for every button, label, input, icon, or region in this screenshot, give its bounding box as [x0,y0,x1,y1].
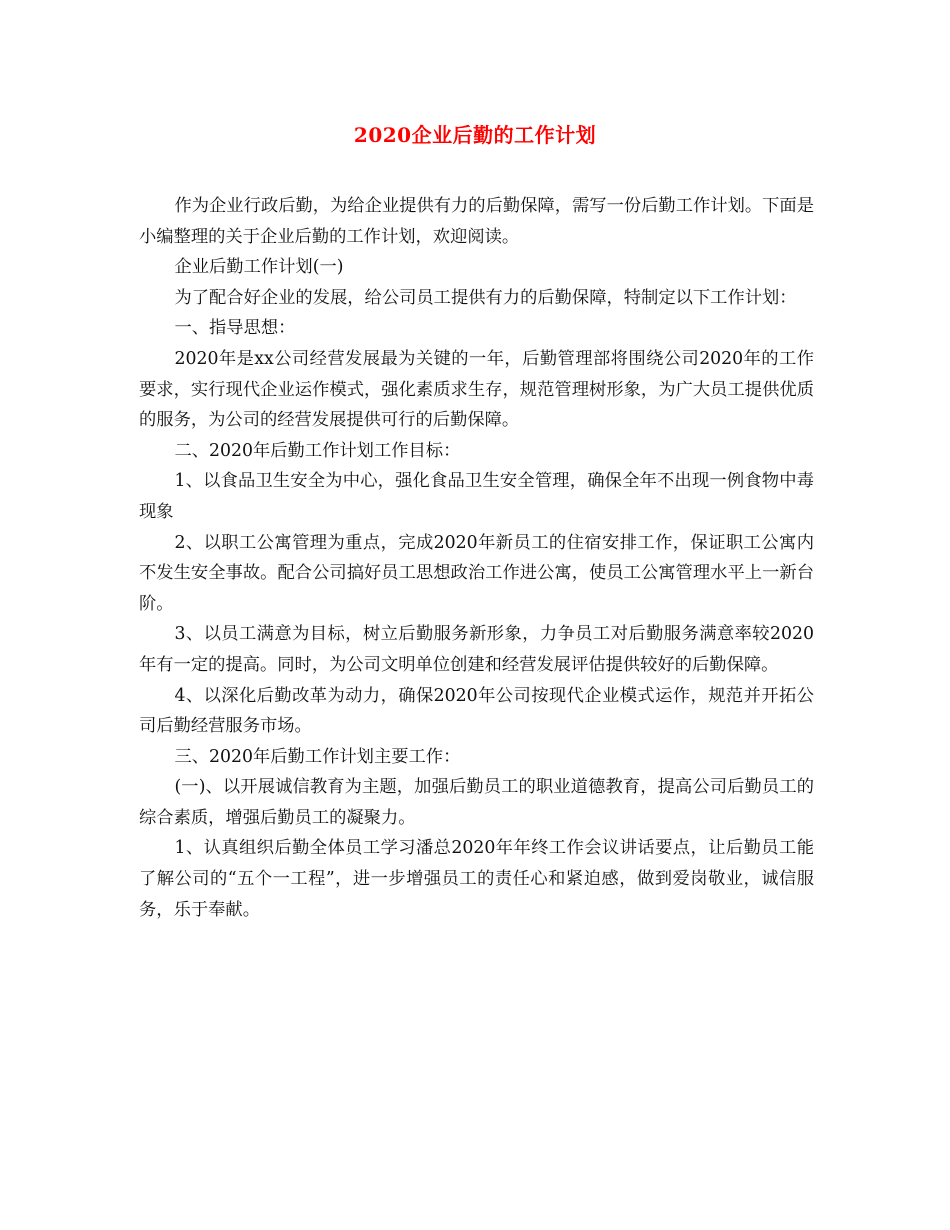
list-item-goal-2: 2、以职工公寓管理为重点，完成2020年新员工的住宿安排工作，保证职工公寓内不发生安全事故。配合公司搞好员工思想政治工作进公寓，使员工公寓管理水平上一新台阶。 [139,532,814,614]
section-heading-plan-one: 企业后勤工作计划(一) [174,257,344,278]
list-item-goal-1: 1、以食品卫生安全为中心，强化食品卫生安全管理，确保全年不出现一例食物中毒现象 [139,471,814,522]
list-item-work-1: 1、认真组织后勤全体员工学习潘总2020年年终工作会议讲话要点，让后勤员工能了解公司的“五个一工程”，进一步增强员工的责任心和紧迫感，做到爱岗敬业，诚信服务，乐于奉献。 [139,838,814,920]
document-body [139,191,814,925]
section-heading-guiding-thought: 一、指导思想： [174,318,296,339]
document-title: 2020企业后勤的工作计划 [353,123,597,147]
list-item-goal-3: 3、以员工满意为目标，树立后勤服务新形象，力争员工对后勤服务满意率较2020年有一定的提高。同时，为公司文明单位创建和经营发展评估提供较好的后勤保障。 [139,624,814,675]
subsection-heading-integrity: (一)、以开展诚信教育为主题，加强后勤员工的职业道德教育，提高公司后勤员工的综合素质，增强后勤员工的凝聚力。 [139,777,814,828]
paragraph-purpose: 为了配合好企业的发展，给公司员工提供有力的后勤保障，特制定以下工作计划： [174,287,797,308]
section-heading-goals: 二、2020年后勤工作计划工作目标： [174,440,461,461]
paragraph-intro: 作为企业行政后勤，为给企业提供有力的后勤保障，需写一份后勤工作计划。下面是小编整理的关于企业后勤的工作计划，欢迎阅读。 [139,196,814,247]
list-item-goal-4: 4、以深化后勤改革为动力，确保2020年公司按现代企业模式运作，规范并开拓公司后勤经营服务市场。 [139,685,814,737]
section-heading-main-work: 三、2020年后勤工作计划主要工作： [174,746,461,767]
paragraph-guiding-thought: 2020年是xx公司经营发展最为关键的一年，后勤管理部将围绕公司2020年的工作要求，实行现代企业运作模式，强化素质求生存，规范管理树形象，为广大员工提供优质的服务，为公司的经营发展提供可行的后勤保障。 [139,348,814,431]
